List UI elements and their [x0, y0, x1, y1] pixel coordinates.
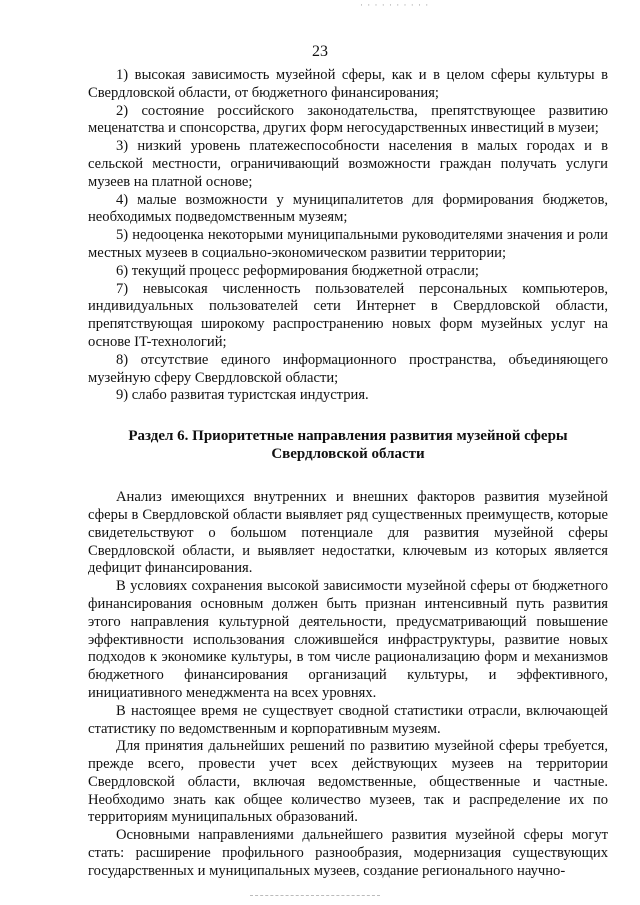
list-item: 1) высокая зависимость музейной сферы, как и в целом сферы культуры в Свердловской области, от бюджетного финансирования; [88, 67, 608, 101]
list-item: 3) низкий уровень платежеспособности населения в малых городах и в сельской местности, ограничивающий возможности граждан получать услуги музеев на платной основе; [88, 138, 608, 190]
paragraph: Анализ имеющихся внутренних и внешних факторов развития музейной сферы в Свердловской области выявляет ряд существенных преимуществ, которые свидетельствуют о большом потенциале для развития музейной сферы Свердловской области, и выявляет недостатки, ключевым из которых является дефицит финансирования. [88, 489, 608, 577]
section-heading-line: Раздел 6. Приоритетные направления развития музейной сферы [128, 428, 568, 445]
scan-edge-line [250, 895, 380, 896]
paragraph: Основными направлениями дальнейшего развития музейной сферы могут стать: расширение профильного разнообразия, модернизация существующих государственных и муниципальных музеев, создание регионального научно- [88, 827, 608, 879]
list-item: 9) слабо развитая туристская индустрия. [116, 387, 369, 404]
list-item: 7) невысокая численность пользователей персональных компьютеров, индивидуальных пользователей сети Интернет в Свердловской области, препятствующая широкому распространению новых форм музейных услуг на основе IT-технологий; [88, 280, 608, 350]
section-heading-line: Свердловской области [271, 446, 425, 463]
section-heading [88, 427, 608, 463]
list-item: 5) недооценка некоторыми муниципальными руководителями значения и роли местных музеев в социально-экономическом развитии территории; [88, 227, 608, 261]
paragraph: Для принятия дальнейших решений по развитию музейной сферы требуется, прежде всего, провести учет всех действующих музеев на территории Свердловской области, включая ведомственные, общественные и частные. Необходимо знать как общее количество музеев, так и распределение их по территориям муниципальных образований. [88, 738, 608, 826]
list-item: 2) состояние российского законодательства, препятствующее развитию меценатства и спонсорства, других форм негосударственных инвестиций в музеи; [88, 102, 608, 137]
list-item: 8) отсутствие единого информационного пространства, объединяющего музейную сферу Свердловской области; [88, 351, 608, 386]
document-body [88, 67, 608, 881]
page-number: 23 [312, 43, 328, 60]
paragraph: В условиях сохранения высокой зависимости музейной сферы от бюджетного финансирования основным должен быть признан интенсивный путь развития этого направления культурной деятельности, предусматривающий повышение эффективности использования сложившейся инфраструктуры, развитие новых подходов к экономике культуры, в том числе рационализацию форм и механизмов бюджетного финансирования организаций культуры, и эффективного, инициативного менеджмента на всех уровнях. [88, 578, 608, 701]
list-item: 4) малые возможности у муниципалитетов для формирования бюджетов, необходимых подведомственным музеям; [88, 191, 608, 226]
paragraph: В настоящее время не существует сводной статистики отрасли, включающей статистику по ведомственным и корпоративным музеям. [88, 702, 608, 737]
list-item: 6) текущий процесс реформирования бюджетной отрасли; [116, 262, 479, 279]
scan-marks: · · · · · · · · · · [360, 0, 430, 10]
